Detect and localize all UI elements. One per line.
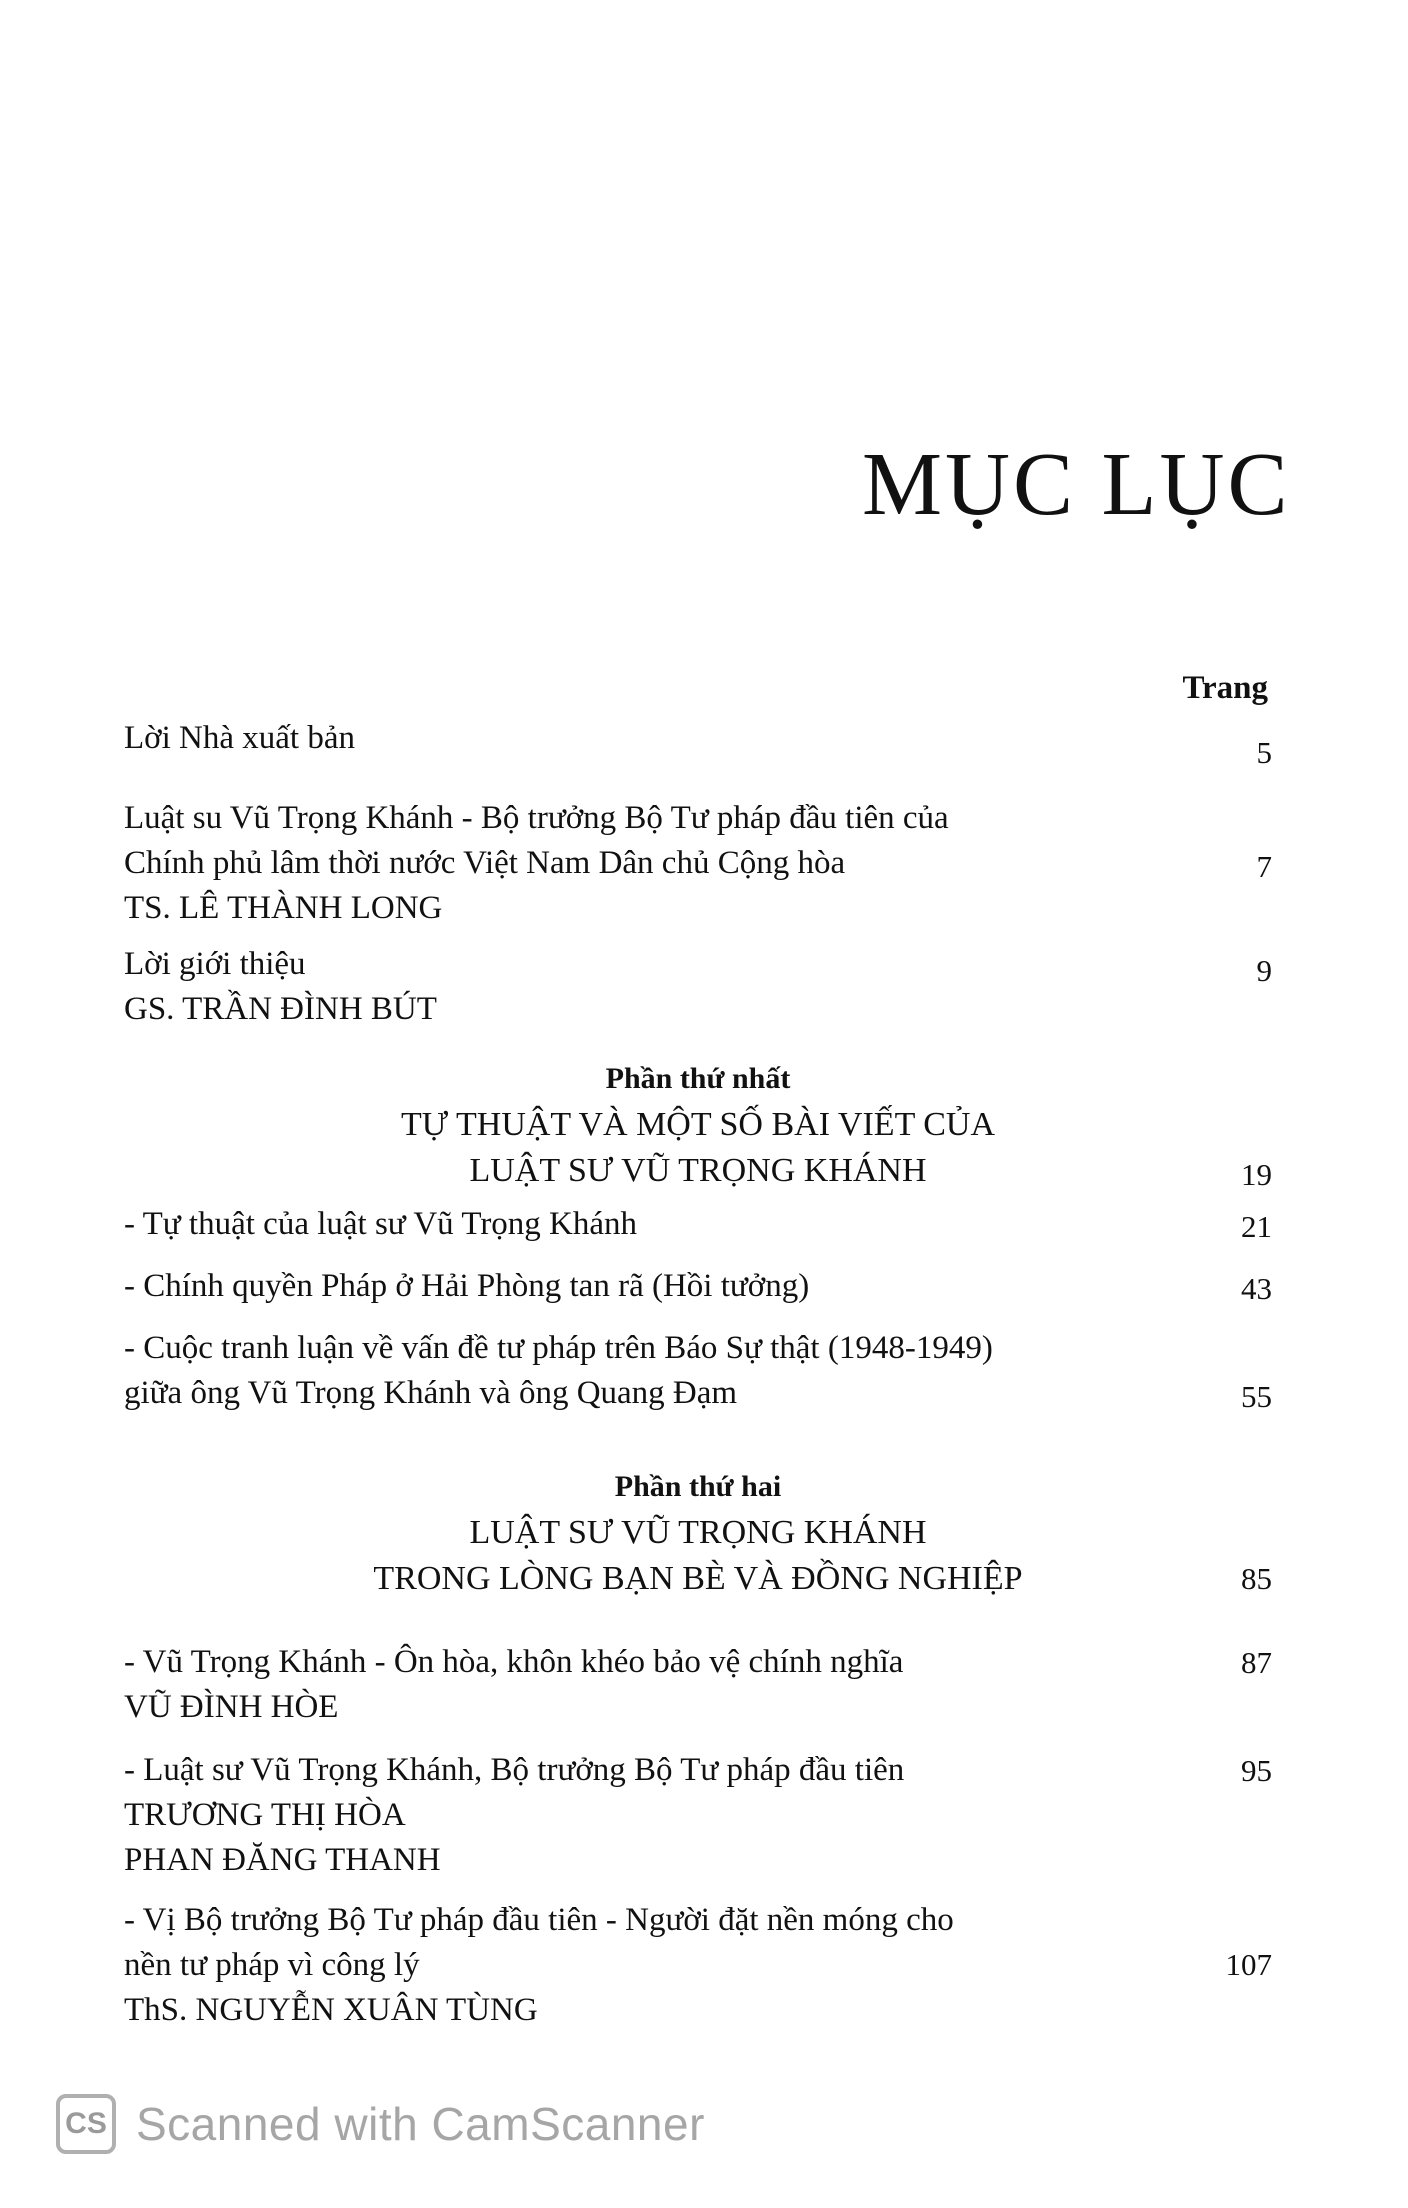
entry-author: PHAN ĐĂNG THANH (124, 1842, 441, 1878)
entry-page-number: 7 (1256, 849, 1272, 884)
toc-entry (124, 942, 1272, 1032)
entry-line: giữa ông Vũ Trọng Khánh và ông Quang Đạm (124, 1375, 738, 1411)
entry-line: nền tư pháp vì công lý (124, 1947, 420, 1983)
entry-page-number: 21 (1241, 1209, 1272, 1244)
entry-line: Lời giới thiệu (124, 946, 306, 982)
scanner-watermark (56, 2094, 705, 2154)
section-page-number: 85 (1241, 1561, 1272, 1596)
toc-entry (124, 1202, 1272, 1247)
toc-entry (124, 716, 1272, 770)
section-title-line: LUẬT SƯ VŨ TRỌNG KHÁNH (469, 1152, 927, 1189)
entry-page-number: 43 (1241, 1271, 1272, 1306)
entry-line: - Vị Bộ trưởng Bộ Tư pháp đầu tiên - Người đặt nền móng cho (124, 1902, 954, 1938)
entry-page-number: 5 (1256, 735, 1272, 770)
toc-entry (124, 1898, 1272, 2033)
section-title-line: TỰ THUẬT VÀ MỘT SỐ BÀI VIẾT CỦA (400, 1106, 996, 1143)
entry-line: Lời Nhà xuất bản (124, 720, 355, 756)
section-title-line: TRONG LÒNG BẠN BÈ VÀ ĐỒNG NGHIỆP (373, 1560, 1023, 1597)
watermark-text: Scanned with CamScanner (136, 2098, 705, 2150)
entry-page-number: 55 (1241, 1379, 1272, 1414)
entry-page-number: 87 (1241, 1645, 1272, 1680)
toc-entry (124, 1326, 1272, 1416)
entry-line: - Cuộc tranh luận về vấn đề tư pháp trên Báo Sự thật (1948-1949) (124, 1330, 993, 1366)
camscanner-logo-icon: CS (56, 2094, 116, 2154)
entry-author: TS. LÊ THÀNH LONG (124, 890, 443, 926)
section-title-line: LUẬT SƯ VŨ TRỌNG KHÁNH (469, 1514, 927, 1551)
entry-page-number: 95 (1241, 1753, 1272, 1788)
toc-entry (124, 1264, 1272, 1309)
entry-line: Luật su Vũ Trọng Khánh - Bộ trưởng Bộ Tư pháp đầu tiên của (124, 800, 949, 836)
section-heading (124, 1056, 1272, 1194)
toc-entry (124, 796, 1272, 931)
entry-line: - Luật sư Vũ Trọng Khánh, Bộ trưởng Bộ Tư pháp đầu tiên (124, 1752, 905, 1788)
entry-page-number: 9 (1256, 953, 1272, 988)
section-label: Phần thứ hai (614, 1470, 782, 1503)
page-column-label: Trang (1182, 670, 1268, 706)
section-heading (124, 1464, 1272, 1602)
entry-line: - Vũ Trọng Khánh - Ôn hòa, khôn khéo bảo vệ chính nghĩa (124, 1644, 904, 1680)
entry-line: Chính phủ lâm thời nước Việt Nam Dân chủ Cộng hòa (124, 845, 846, 881)
toc-entry (124, 1748, 1272, 1883)
entry-line: - Tự thuật của luật sư Vũ Trọng Khánh (124, 1206, 638, 1242)
entry-author: VŨ ĐÌNH HÒE (124, 1689, 339, 1725)
entry-author: ThS. NGUYỄN XUÂN TÙNG (124, 1992, 538, 2028)
section-label: Phần thứ nhất (605, 1062, 791, 1095)
toc-entry (124, 1640, 1272, 1730)
section-page-number: 19 (1241, 1157, 1272, 1192)
page-title: MỤC LỤC (862, 435, 1291, 534)
entry-line: - Chính quyền Pháp ở Hải Phòng tan rã (Hồi tưởng) (124, 1268, 810, 1304)
entry-author: TRƯƠNG THỊ HÒA (124, 1797, 406, 1833)
entry-author: GS. TRẦN ĐÌNH BÚT (124, 991, 437, 1027)
entry-page-number: 107 (1225, 1947, 1272, 1982)
